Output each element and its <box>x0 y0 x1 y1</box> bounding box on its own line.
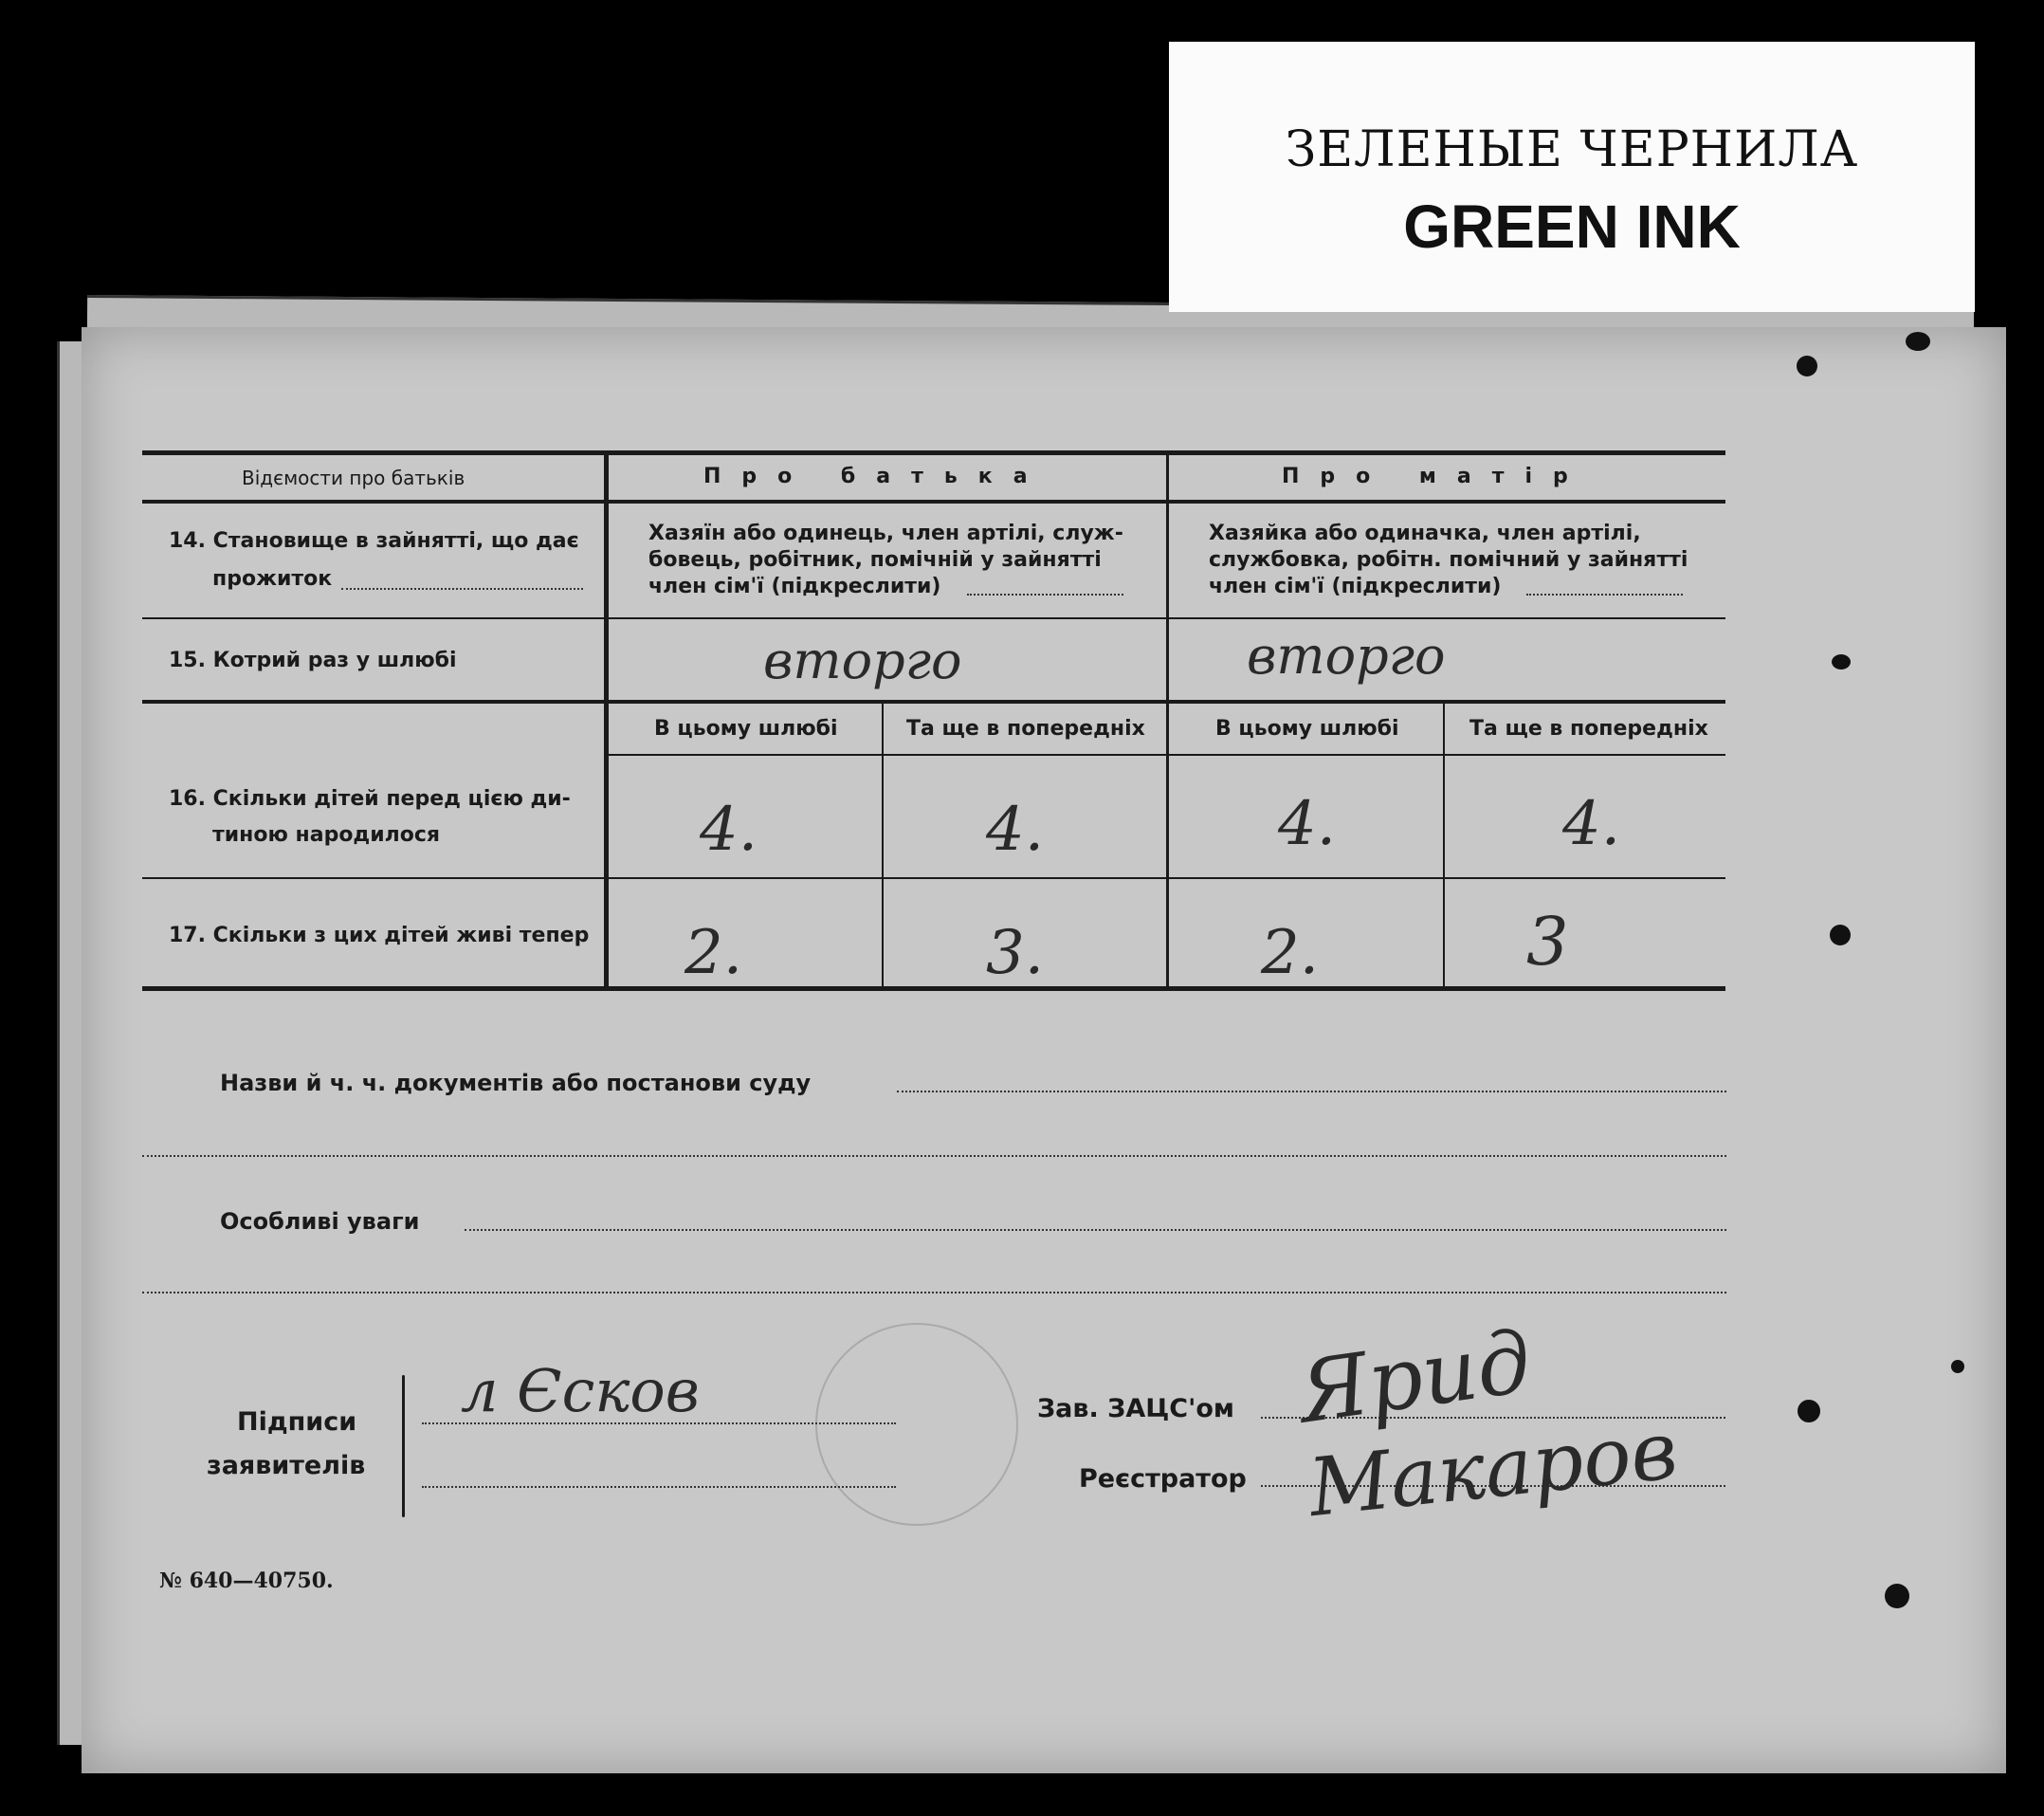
label-english-text: GREEN INK <box>1403 193 1741 261</box>
row17-father-this-value: 2. <box>684 918 743 988</box>
form-number: № 640—40750. <box>159 1568 334 1593</box>
edge-damage-mark <box>1830 925 1851 945</box>
label-russian-text: ЗЕЛЕНЫЕ ЧЕРНИЛА <box>1285 121 1859 178</box>
row16-father-this-value: 4. <box>700 795 758 865</box>
row17-mother-this-value: 2. <box>1261 918 1320 988</box>
remarks-label: Особливі уваги <box>220 1208 420 1235</box>
signatures-label-line2: заявителів <box>207 1451 366 1480</box>
edge-damage-mark <box>1832 654 1851 670</box>
signature2-line <box>422 1486 896 1488</box>
documents-line-1 <box>897 1091 1726 1092</box>
edge-damage-mark <box>1951 1360 1964 1373</box>
row17-mother-prev-value: 3 <box>1526 903 1569 981</box>
subheader-mother-prev: Та ще в попередніх <box>1469 717 1708 741</box>
row16-father-prev-value: 4. <box>986 795 1045 865</box>
row16-label-line2: тиною народилося <box>212 823 441 847</box>
edge-damage-mark <box>1906 332 1930 351</box>
col-divider-1 <box>604 453 609 989</box>
documents-label: Назви й ч. ч. документів або постанови суду <box>220 1070 812 1096</box>
header-col-mother: Про матір <box>1282 465 1589 488</box>
header-col-father: Про батька <box>703 465 1049 488</box>
row14-father-leader <box>967 594 1123 596</box>
edge-damage-mark <box>1885 1584 1909 1608</box>
row16-mother-this-value: 4. <box>1278 789 1337 859</box>
col-divider-mother-sub <box>1443 704 1445 988</box>
subheader-father-prev: Та ще в попередніх <box>906 717 1145 741</box>
signatures-label-line1: Підписи <box>237 1407 357 1437</box>
signature1-line <box>422 1422 896 1424</box>
row15-mother-value: вторго <box>1247 626 1446 686</box>
official-stamp <box>815 1323 1018 1526</box>
row14-label-line2: прожиток <box>212 567 333 591</box>
head-signature: Ярид <box>1292 1312 1538 1443</box>
row14-father-line1: Хазяїн або одинець, член артілі, служ- <box>648 522 1123 545</box>
remarks-line-2 <box>142 1292 1726 1293</box>
row14-label-leader <box>341 588 583 590</box>
row14-father-line3: член сім'ї (підкреслити) <box>648 575 941 598</box>
row16-mother-prev-value: 4. <box>1562 789 1621 859</box>
signature1-value: л Єсков <box>461 1356 700 1425</box>
documents-line-2 <box>142 1155 1726 1157</box>
table-top-rule <box>142 450 1725 455</box>
signatures-brace <box>402 1375 405 1517</box>
col-divider-father-sub <box>882 704 884 988</box>
row15-label: 15. Котрий раз у шлюбі <box>169 649 457 672</box>
header-col-info: Відємости про батьків <box>242 467 465 489</box>
row14-mother-line3: член сім'ї (підкреслити) <box>1209 575 1502 598</box>
row14-label-line1: 14. Становище в зайнятті, що дає <box>169 529 579 553</box>
row16-label-line1: 16. Скільки дітей перед цією ди- <box>169 787 571 811</box>
row14-mother-leader <box>1526 594 1683 596</box>
subheader-father-this: В цьому шлюбі <box>654 717 838 741</box>
registrar-label: Реєстратор <box>1079 1464 1247 1494</box>
row15-bottom-rule <box>142 700 1725 704</box>
subheader-mother-this: В цьому шлюбі <box>1215 717 1399 741</box>
edge-damage-mark <box>1797 356 1817 376</box>
row17-father-prev-value: 3. <box>986 918 1045 988</box>
header-bottom-rule <box>142 500 1725 504</box>
row14-mother-line2: службовка, робітн. помічний у зайнятті <box>1209 548 1688 572</box>
head-label: Зав. ЗАЦС'ом <box>1037 1394 1234 1423</box>
row17-label: 17. Скільки з цих дітей живі тепер <box>169 924 590 947</box>
registrar-signature: Макаров <box>1304 1403 1682 1535</box>
row15-father-value: вторго <box>763 631 962 690</box>
col-divider-2 <box>1166 453 1169 989</box>
row14-father-line2: бовець, робітник, помічній у зайнятті <box>648 548 1102 572</box>
row16-bottom-rule <box>142 877 1725 879</box>
row14-bottom-rule <box>142 617 1725 619</box>
remarks-line-1 <box>465 1229 1726 1231</box>
table-bottom-rule <box>142 986 1725 991</box>
row14-mother-line1: Хазяйка або одиначка, член артілі, <box>1209 522 1641 545</box>
edge-damage-mark <box>1798 1400 1820 1422</box>
ink-label-card <box>1169 42 1975 312</box>
